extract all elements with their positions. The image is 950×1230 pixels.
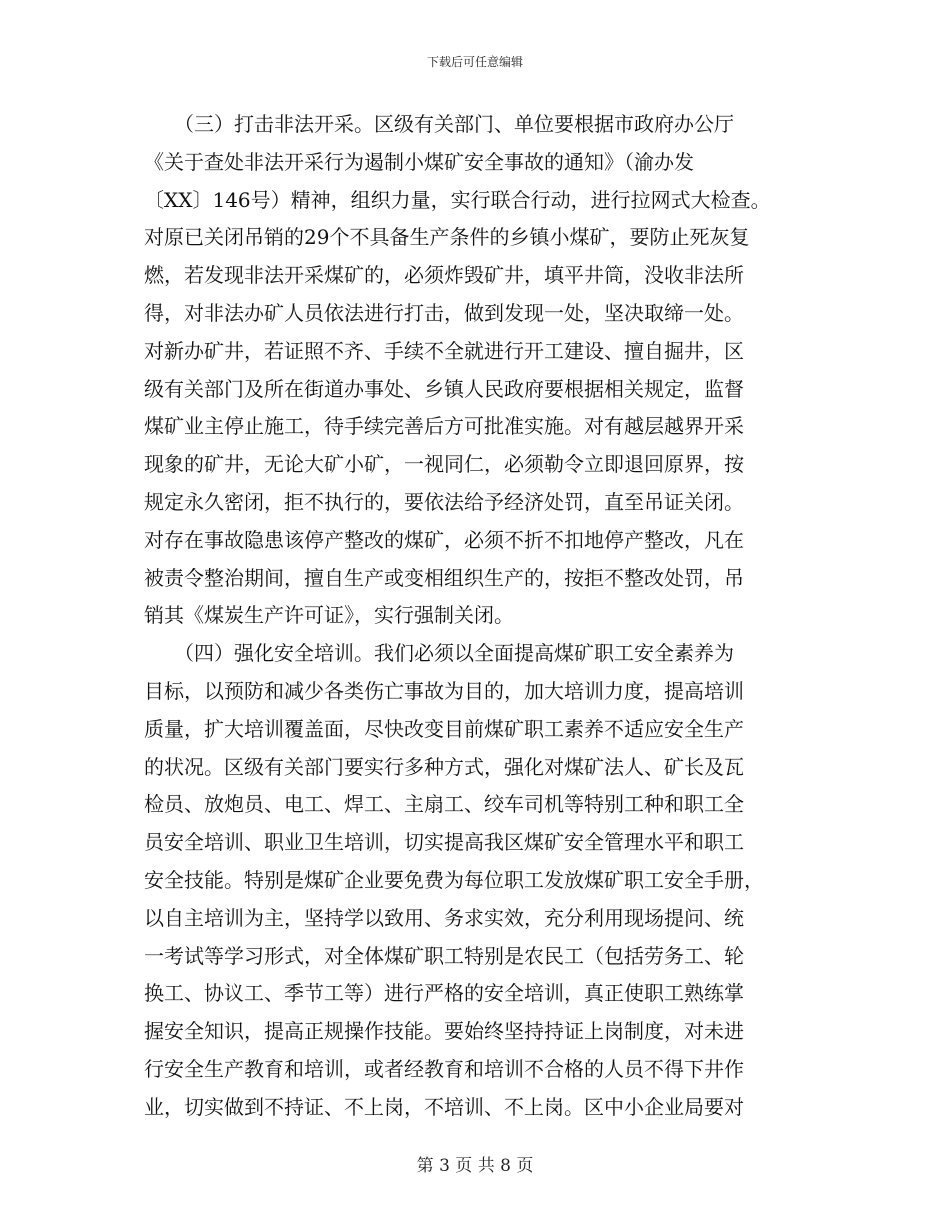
body-line: 销其《煤炭生产许可证》，实行强制关闭。 — [144, 603, 514, 628]
body-line: 级有关部门及所在街道办事处、乡镇人民政府要根据相关规定，监督 — [144, 376, 744, 401]
body-line: 的状况。区级有关部门要实行多种方式，强化对煤矿法人、矿长及瓦 — [144, 754, 744, 779]
body-line: 现象的矿井，无论大矿小矿，一视同仁，必须勒令立即退回原界，按 — [144, 452, 744, 477]
body-line: 规定永久密闭，拒不执行的，要依法给予经济处罚，直至吊证关闭。 — [144, 489, 744, 514]
body-line: 煤矿业主停止施工，待手续完善后方可批准实施。对有越层越界开采 — [144, 414, 744, 439]
body-line: 一考试等学习形式，对全体煤矿职工特别是农民工（包括劳务工、轮 — [144, 943, 744, 968]
page-header: 下载后可任意编辑 — [426, 55, 523, 69]
body-line: 得，对非法办矿人员依法进行打击，做到发现一处，坚决取缔一处。 — [144, 300, 744, 325]
document-body — [144, 106, 806, 1127]
body-line: 对存在事故隐患该停产整改的煤矿，必须不折不扣地停产整改，凡在 — [144, 527, 744, 552]
body-line: 目标，以预防和减少各类伤亡事故为目的，加大培训力度，提高培训 — [144, 678, 744, 703]
body-line: （三）打击非法开采。区级有关部门、单位要根据市政府办公厅 — [144, 112, 734, 136]
body-line: 换工、协议工、季节工等）进行严格的安全培训，真正使职工熟练掌 — [144, 981, 744, 1006]
body-line: 对原已关闭吊销的29个不具备生产条件的乡镇小煤矿，要防止死灰复 — [144, 225, 750, 250]
body-line: 燃，若发现非法开采煤矿的，必须炸毁矿井，填平井筒，没收非法所 — [144, 263, 744, 288]
body-line: （四）强化安全培训。我们必须以全面提高煤矿职工安全素养为 — [144, 641, 734, 666]
body-line: 安全技能。特别是煤矿企业要免费为每位职工发放煤矿职工安全手册， — [144, 867, 764, 892]
body-line: 检员、放炮员、电工、焊工、主扇工、绞车司机等特别工种和职工全 — [144, 792, 744, 817]
body-line: 被责令整治期间，擅自生产或变相组织生产的，按拒不整改处罚，吊 — [144, 565, 744, 590]
body-line: 以自主培训为主，坚持学以致用、务求实效，充分利用现场提问、统 — [144, 905, 744, 930]
body-line: 〔XX〕146号）精神，组织力量，实行联合行动，进行拉网式大检查。 — [144, 187, 771, 212]
page-number: 第 3 页 共 8 页 — [416, 1156, 534, 1176]
body-line: 《关于查处非法开采行为遏制小煤矿安全事故的通知》（渝办发 — [144, 149, 694, 174]
body-line: 对新办矿井，若证照不齐、手续不全就进行开工建设、擅自掘井，区 — [144, 338, 744, 363]
body-line: 业，切实做到不持证、不上岗，不培训、不上岗。区中小企业局要对 — [144, 1094, 744, 1119]
body-line: 质量，扩大培训覆盖面，尽快改变目前煤矿职工素养不适应安全生产 — [144, 716, 744, 741]
body-line: 员安全培训、职业卫生培训，切实提高我区煤矿安全管理水平和职工 — [144, 830, 744, 855]
body-line: 行安全生产教育和培训，或者经教育和培训不合格的人员不得下井作 — [144, 1056, 744, 1081]
body-line: 握安全知识，提高正规操作技能。要始终坚持持证上岗制度，对未进 — [144, 1019, 744, 1044]
